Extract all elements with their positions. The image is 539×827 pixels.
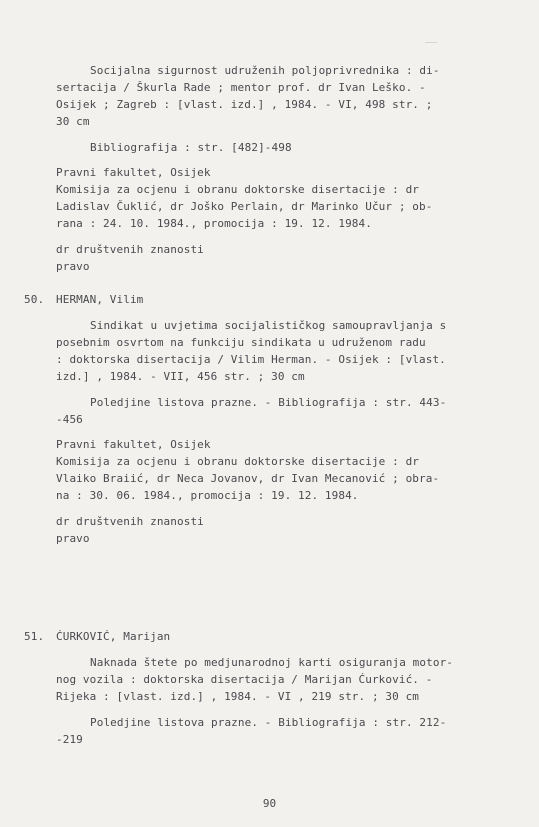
entry-institution-line: Pravni fakultet, Osijek	[56, 438, 211, 451]
entry-title-line: Osijek ; Zagreb : [vlast. izd.] , 1984. - VI, 498 str. ;	[56, 98, 433, 111]
entry-title-line: sertacija / Škurla Rade ; mentor prof. dr Ivan Leško. -	[56, 81, 426, 94]
entry-note-line: Poledjine listova prazne. - Bibliografija : str. 443-	[90, 396, 447, 409]
entry-title-line: Naknada štete po medjunarodnoj karti osiguranja motor-	[90, 656, 454, 669]
entry-author: HERMAN, Vilim	[56, 293, 144, 306]
entry-subject-line: pravo	[56, 260, 90, 273]
entry-title-line: Rijeka : [vlast. izd.] , 1984. - VI , 219 str. ; 30 cm	[56, 690, 420, 703]
entry-title-line: 30 cm	[56, 115, 90, 128]
entry-subject-line: dr društvenih znanosti	[56, 515, 204, 528]
entry-title-line: : doktorska disertacija / Vilim Herman. - Osijek : [vlast.	[56, 353, 446, 366]
entry-note-line: -219	[56, 733, 83, 746]
entry-institution-line: rana : 24. 10. 1984., promocija : 19. 12. 1984.	[56, 217, 372, 230]
entry-title-line: Sindikat u uvjetima socijalističkog samoupravljanja s	[90, 319, 447, 332]
entry-note-line: Poledjine listova prazne. - Bibliografija : str. 212-	[90, 716, 447, 729]
entry-institution-line: Pravni fakultet, Osijek	[56, 166, 211, 179]
entry-note-line: Bibliografija : str. [482]-498	[90, 141, 292, 154]
entry-institution-line: Komisija za ocjenu i obranu doktorske disertacije : dr	[56, 183, 420, 196]
entry-author: ĆURKOVIĆ, Marijan	[56, 630, 171, 643]
entry-title-line: Socijalna sigurnost udruženih poljoprivrednika : di-	[90, 64, 440, 77]
entry-title-line: posebnim osvrtom na funkciju sindikata u udruženom radu	[56, 336, 426, 349]
entry-institution-line: Komisija za ocjenu i obranu doktorske disertacije : dr	[56, 455, 420, 468]
entry-institution-line: na : 30. 06. 1984., promocija : 19. 12. 1984.	[56, 489, 359, 502]
entry-institution-line: Ladislav Čuklić, dr Joško Perlain, dr Marinko Učur ; ob-	[56, 200, 433, 213]
scan-artifact	[425, 42, 437, 49]
entry-title-line: izd.] , 1984. - VII, 456 str. ; 30 cm	[56, 370, 305, 383]
page-number: 90	[262, 797, 277, 810]
entry-title-line: nog vozila : doktorska disertacija / Marijan Ćurković. -	[56, 673, 433, 686]
entry-note-line: -456	[56, 413, 83, 426]
entry-number: 50.	[24, 293, 45, 306]
entry-subject-line: pravo	[56, 532, 90, 545]
entry-number: 51.	[24, 630, 45, 643]
entry-institution-line: Vlaiko Braiić, dr Neca Jovanov, dr Ivan Mecanović ; obra-	[56, 472, 440, 485]
entry-subject-line: dr društvenih znanosti	[56, 243, 204, 256]
